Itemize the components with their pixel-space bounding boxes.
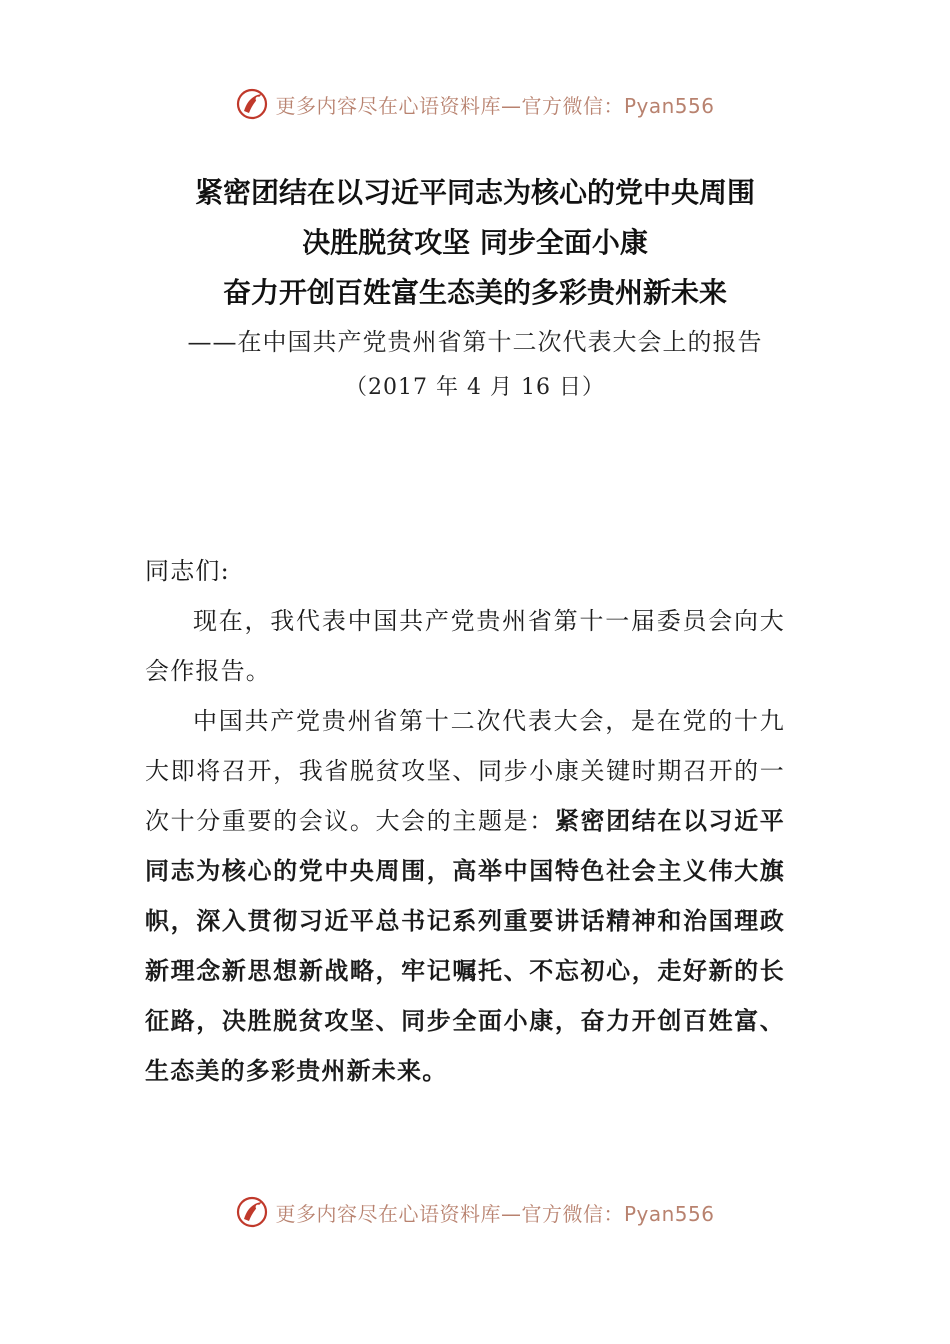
watermark-logo-icon xyxy=(235,87,269,121)
document-header xyxy=(0,168,950,412)
footer-watermark xyxy=(0,1192,950,1232)
salutation: 同志们: xyxy=(145,557,230,585)
header-watermark xyxy=(0,84,950,124)
paragraph-2-text: 中国共产党贵州省第十二次代表大会，是在党的十九大即将召开，我省脱贫攻坚、同步小康关键时期召开的一次十分重要的会议。大会的主题是： xyxy=(145,707,785,835)
title-line-3: 奋力开创百姓富生态美的多彩贵州新未来 xyxy=(222,276,727,309)
watermark-logo-icon xyxy=(235,1195,269,1229)
document-date: （2017 年 4 月 16 日） xyxy=(345,375,605,400)
document-subtitle: ——在中国共产党贵州省第十二次代表大会上的报告 xyxy=(187,328,763,356)
paragraph-2-theme: 紧密团结在以习近平同志为核心的党中央周围，高举中国特色社会主义伟大旗帜，深入贯彻习近平总书记系列重要讲话精神和治国理政新理念新思想新战略，牢记嘱托、不忘初心，走好新的长征路，决胜脱贫攻坚、同步全面小康，奋力开创百姓富、生态美的多彩贵州新未来。 xyxy=(145,807,785,1085)
title-line-1: 紧密团结在以习近平同志为核心的党中央周围 xyxy=(194,176,755,209)
watermark-text: 更多内容尽在心语资料库—官方微信：Pyan556 xyxy=(275,93,715,118)
document-body xyxy=(145,546,785,1096)
title-line-2: 决胜脱贫攻坚 同步全面小康 xyxy=(302,226,648,259)
paragraph-1: 现在，我代表中国共产党贵州省第十一届委员会向大会作报告。 xyxy=(145,607,785,685)
paragraph-2 xyxy=(145,696,785,1096)
watermark-text: 更多内容尽在心语资料库—官方微信：Pyan556 xyxy=(275,1201,715,1226)
